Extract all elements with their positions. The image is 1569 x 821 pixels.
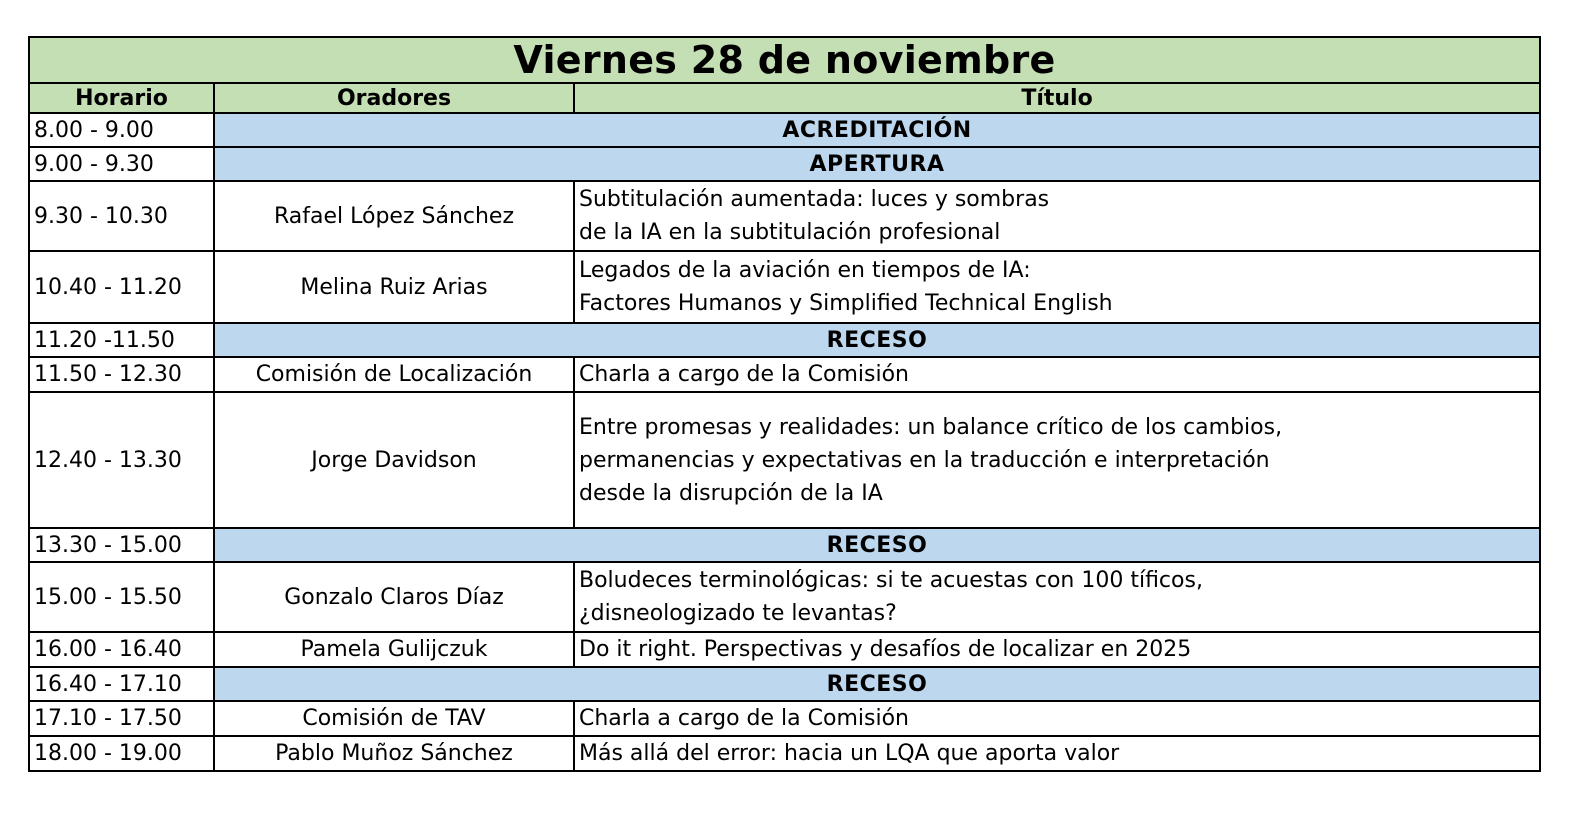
time-cell: 18.00 - 19.00 (29, 736, 214, 771)
speaker-cell: Pamela Gulijczuk (214, 632, 574, 667)
break-row (29, 667, 1540, 701)
talk-title-cell (574, 392, 1540, 528)
speaker-cell: Rafael López Sánchez (214, 181, 574, 251)
session-row (29, 701, 1540, 736)
speaker-cell: Comisión de TAV (214, 701, 574, 736)
session-row (29, 632, 1540, 667)
break-label: APERTURA (214, 147, 1540, 181)
schedule-table (28, 36, 1541, 772)
speaker-cell: Melina Ruiz Arias (214, 251, 574, 323)
session-row (29, 251, 1540, 323)
session-row (29, 736, 1540, 771)
schedule-title: Viernes 28 de noviembre (29, 37, 1540, 83)
header-title: Título (574, 83, 1540, 113)
time-cell: 16.40 - 17.10 (29, 667, 214, 701)
talk-title-cell (574, 562, 1540, 632)
speaker-cell: Jorge Davidson (214, 392, 574, 528)
title-row (29, 37, 1540, 83)
time-cell: 16.00 - 16.40 (29, 632, 214, 667)
break-row (29, 528, 1540, 562)
time-cell: 11.20 -11.50 (29, 323, 214, 357)
break-row (29, 323, 1540, 357)
header-row (29, 83, 1540, 113)
talk-title-line: Factores Humanos y Simplified Technical English (579, 291, 1113, 316)
break-label: RECESO (214, 323, 1540, 357)
talk-title-line: de la IA en la subtitulación profesional (579, 220, 1001, 245)
time-cell: 12.40 - 13.30 (29, 392, 214, 528)
talk-title-cell (574, 181, 1540, 251)
header-speakers: Oradores (214, 83, 574, 113)
break-row (29, 147, 1540, 181)
speaker-cell: Pablo Muñoz Sánchez (214, 736, 574, 771)
session-row (29, 392, 1540, 528)
talk-title-cell (574, 736, 1540, 771)
talk-title-line: Entre promesas y realidades: un balance crítico de los cambios, (579, 414, 1283, 440)
break-row (29, 113, 1540, 147)
talk-title-line: Charla a cargo de la Comisión (579, 706, 909, 731)
break-label: RECESO (214, 528, 1540, 562)
talk-title-line: Subtitulación aumentada: luces y sombras (579, 187, 1050, 212)
time-cell: 11.50 - 12.30 (29, 357, 214, 392)
talk-title-line: Más allá del error: hacia un LQA que aporta valor (579, 741, 1120, 766)
time-cell: 15.00 - 15.50 (29, 562, 214, 632)
talk-title-line: permanencias y expectativas en la traducción e interpretación (579, 447, 1270, 473)
session-row (29, 562, 1540, 632)
header-time: Horario (29, 83, 214, 113)
time-cell: 8.00 - 9.00 (29, 113, 214, 147)
time-cell: 17.10 - 17.50 (29, 701, 214, 736)
talk-title-cell (574, 251, 1540, 323)
session-row (29, 357, 1540, 392)
talk-title-cell (574, 632, 1540, 667)
talk-title-line: Charla a cargo de la Comisión (579, 362, 909, 387)
session-row (29, 181, 1540, 251)
time-cell: 10.40 - 11.20 (29, 251, 214, 323)
time-cell: 9.00 - 9.30 (29, 147, 214, 181)
time-cell: 9.30 - 10.30 (29, 181, 214, 251)
talk-title-line: ¿disneologizado te levantas? (579, 601, 897, 626)
break-label: ACREDITACIÓN (214, 113, 1540, 147)
speaker-cell: Comisión de Localización (214, 357, 574, 392)
break-label: RECESO (214, 667, 1540, 701)
talk-title-line: Do it right. Perspectivas y desafíos de localizar en 2025 (579, 637, 1192, 662)
talk-title-line: Legados de la aviación en tiempos de IA: (579, 258, 1031, 283)
talk-title-cell (574, 701, 1540, 736)
talk-title-line: desde la disrupción de la IA (579, 480, 883, 506)
speaker-cell: Gonzalo Claros Díaz (214, 562, 574, 632)
talk-title-cell (574, 357, 1540, 392)
talk-title-line: Boludeces terminológicas: si te acuestas con 100 tíficos, (579, 568, 1203, 593)
time-cell: 13.30 - 15.00 (29, 528, 214, 562)
